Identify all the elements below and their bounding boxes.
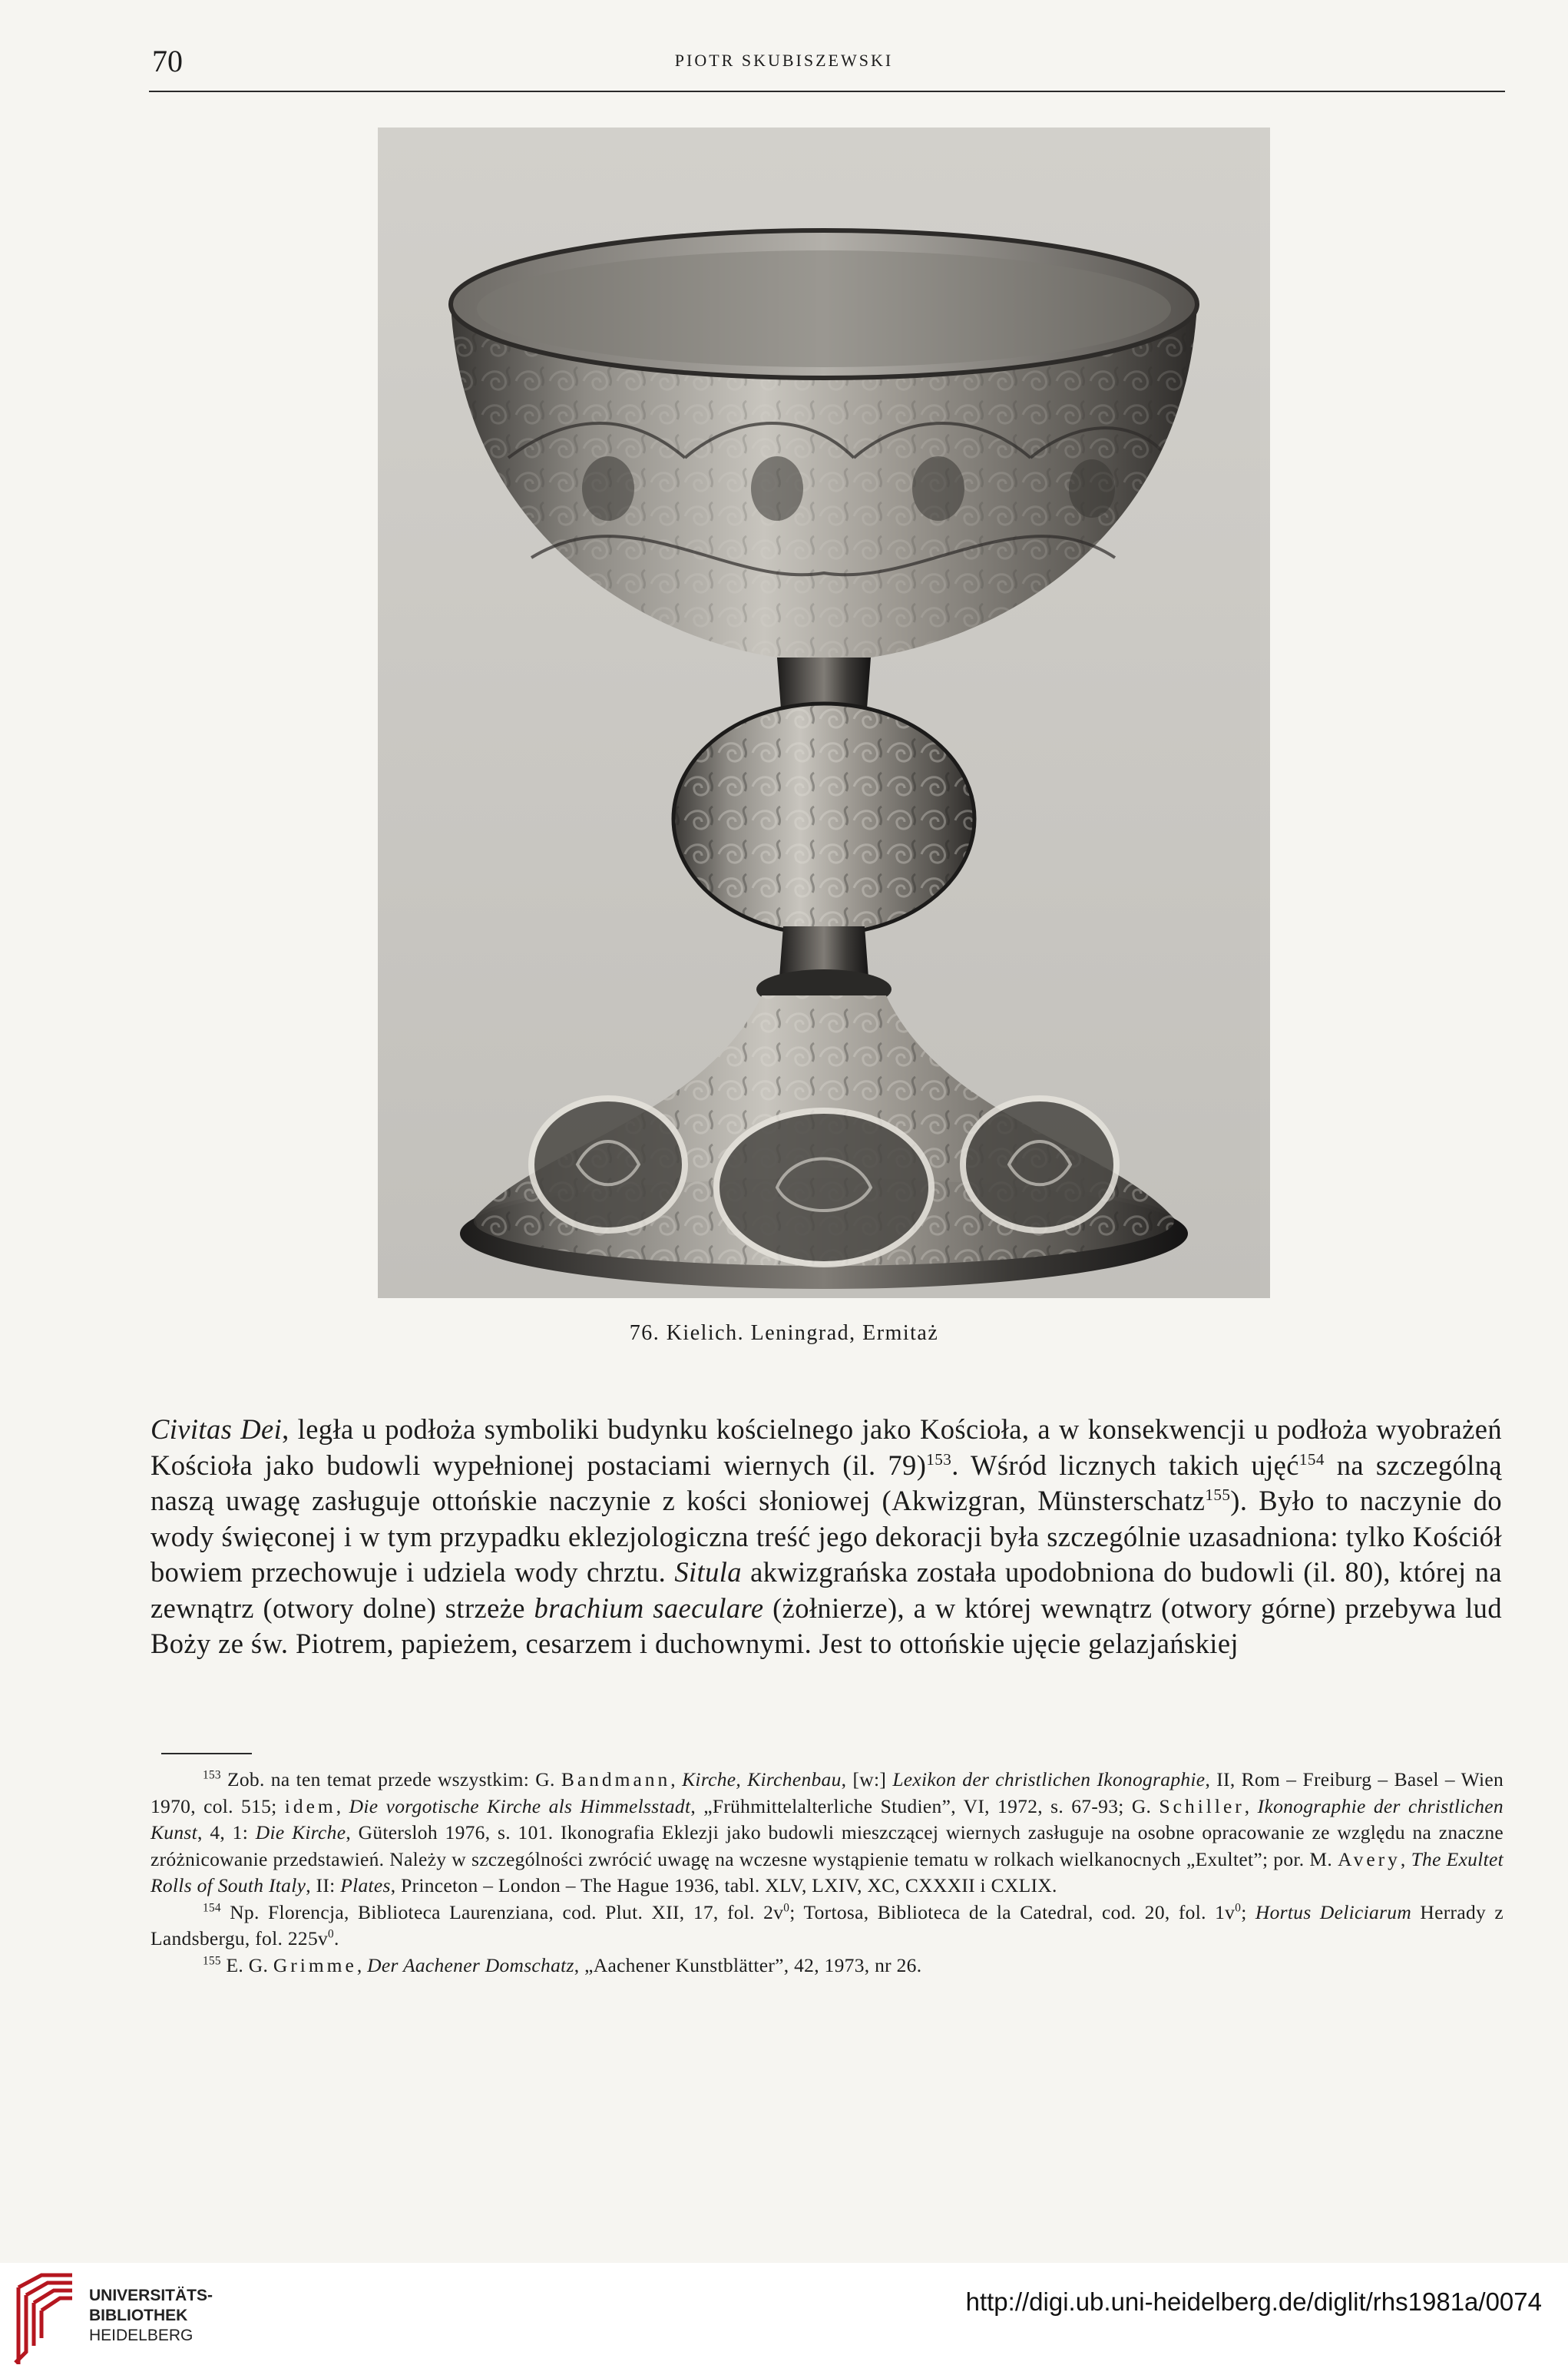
- superscript: 0: [328, 1927, 334, 1941]
- text-run: Herrady z Landsbergu, fol. 225v: [151, 1900, 1503, 1949]
- text-italic: Hortus Deliciarum: [1255, 1900, 1412, 1923]
- text-run: (żołnierze), a w której wewnątrz (otwory górne) przebywa lud Boży ze św. Piotrem, papieżem, cesarzem i duchownymi. Jest to ottońskie ujęcie gelazjańskiej: [151, 1592, 1502, 1659]
- text-run: ,: [356, 1953, 368, 1976]
- library-name: [89, 2286, 213, 2346]
- footnote-155: [151, 1953, 1503, 1979]
- text-run: , 4, 1:: [197, 1821, 256, 1843]
- library-name-line: BIBLIOTHEK: [89, 2307, 188, 2324]
- text-run: , Gütersloh 1976, s. 101. Ikonografia Eklezji jako budowli mieszczącej wiernych zasługuje na osobne opracowanie ze względu na znaczne zróżnicowanie przedstawień. Należy w szczególności zwrócić uwagę na wczesne wystąpienie tematu w rolkach wielkanocnych „Exultet”; por. M.: [151, 1821, 1503, 1870]
- text-run: na szczególną naszą uwagę zasługuje ottońskie naczynie z kości słoniowej (Akwizgran, Münsterschatz: [151, 1449, 1502, 1516]
- text-italic: Ikonographie der christlichen Kunst: [151, 1794, 1503, 1843]
- text-run: ; Tortosa, Biblioteca de la Catedral, cod. 20, fol. 1v: [789, 1900, 1236, 1923]
- chalice-photograph: [378, 128, 1270, 1298]
- body-paragraph: [151, 1412, 1502, 1662]
- text-run: E. G.: [220, 1953, 273, 1976]
- text-run: akwizgrańska została upodobniona do budowli (il. 80), której na zewnątrz (otwory dolne) strzeże: [151, 1556, 1502, 1624]
- text-run: , [w:]: [841, 1768, 893, 1790]
- text-run: , „Aachener Kunstblätter”, 42, 1973, nr 26.: [574, 1953, 922, 1976]
- source-url-link[interactable]: http://digi.ub.uni-heidelberg.de/diglit/rhs1981a/0074: [965, 2287, 1542, 2316]
- text-run: . Wśród licznych takich ujęć: [951, 1449, 1299, 1481]
- footer-bar: [0, 2263, 1568, 2375]
- page-number: 70: [152, 44, 183, 78]
- author-name: Schiller: [1159, 1794, 1245, 1817]
- superscript: 0: [783, 1901, 790, 1914]
- running-head: PIOTR SKUBISZEWSKI: [674, 51, 894, 70]
- figure-caption: 76. Kielich. Leningrad, Ermitaż: [629, 1321, 939, 1345]
- text-run: ,: [336, 1794, 349, 1817]
- footnote-number: 155: [203, 1954, 221, 1967]
- chalice-illustration: [378, 128, 1270, 1298]
- text-italic: Situla: [674, 1556, 742, 1588]
- footnote-ref-154[interactable]: 154: [1298, 1449, 1325, 1469]
- author-name: Bandmann: [561, 1768, 671, 1790]
- text-run: Np. Florencja, Biblioteca Laurenziana, cod. Plut. XII, 17, fol. 2v: [220, 1900, 784, 1923]
- text-italic: Lexikon der christlichen Ikonographie: [892, 1768, 1206, 1790]
- text-run: , Princeton – London – The Hague 1936, tabl. XLV, LXIV, XC, CXXXII i CXLIX.: [390, 1874, 1057, 1896]
- text-italic: brachium saeculare: [534, 1592, 764, 1624]
- text-italic: Civitas Dei: [151, 1413, 283, 1445]
- text-run: , legła u podłoża symboliki budynku kościelnego jako Kościoła, a w konsekwencji u podłoża wyobrażeń Kościoła jako budowli wypełnionej postaciami wiernych (il. 79): [151, 1413, 1502, 1481]
- text-run: , II, Rom – Freiburg – Basel – Wien 1970, col. 515;: [151, 1768, 1503, 1817]
- library-name-line: UNIVERSITÄTS-: [89, 2287, 213, 2304]
- text-italic: Die vorgotische Kirche als Himmelsstadt: [349, 1794, 691, 1817]
- text-run: ,: [1400, 1847, 1411, 1870]
- author-name: idem: [284, 1794, 336, 1817]
- author-name: Grimme: [273, 1953, 357, 1976]
- footnote-154: [151, 1900, 1503, 1953]
- university-library-logo-icon: [11, 2272, 80, 2367]
- text-run: Zob. na ten temat przede wszystkim: G.: [220, 1768, 561, 1790]
- footnote-ref-155[interactable]: 155: [1205, 1485, 1231, 1504]
- text-italic: The Exultet Rolls of South Italy: [151, 1847, 1503, 1896]
- text-italic: Der Aachener Domschatz: [367, 1953, 574, 1976]
- text-italic: Plates: [340, 1874, 391, 1896]
- text-italic: Kirche, Kirchenbau: [682, 1768, 842, 1790]
- text-run: .: [334, 1927, 339, 1949]
- library-name-line: HEIDELBERG: [89, 2327, 194, 2344]
- header-rule: [149, 91, 1505, 92]
- footnote-number: 154: [203, 1901, 221, 1914]
- text-run: ;: [1241, 1900, 1255, 1923]
- footnotes: [151, 1767, 1503, 1979]
- footnote-number: 153: [203, 1768, 221, 1782]
- text-run: ,: [670, 1768, 683, 1790]
- text-run: ). Było to naczynie do wody święconej i w tym przypadku eklezjologiczna treść jego dekoracji była szczególnie uzasadniona: tylko Kościół bowiem przechowuje i udziela wody chrztu.: [151, 1485, 1502, 1588]
- footnote-rule: [161, 1753, 252, 1754]
- text-run: , II:: [306, 1874, 341, 1896]
- text-run: ,: [1244, 1794, 1258, 1817]
- author-name: Avery: [1338, 1847, 1401, 1870]
- footnote-153: [151, 1767, 1503, 1900]
- footnote-ref-153[interactable]: 153: [926, 1449, 952, 1469]
- text-italic: Die Kirche: [255, 1821, 346, 1843]
- superscript: 0: [1235, 1901, 1242, 1914]
- text-run: , „Frühmittelalterliche Studien”, VI, 1972, s. 67-93; G.: [690, 1794, 1159, 1817]
